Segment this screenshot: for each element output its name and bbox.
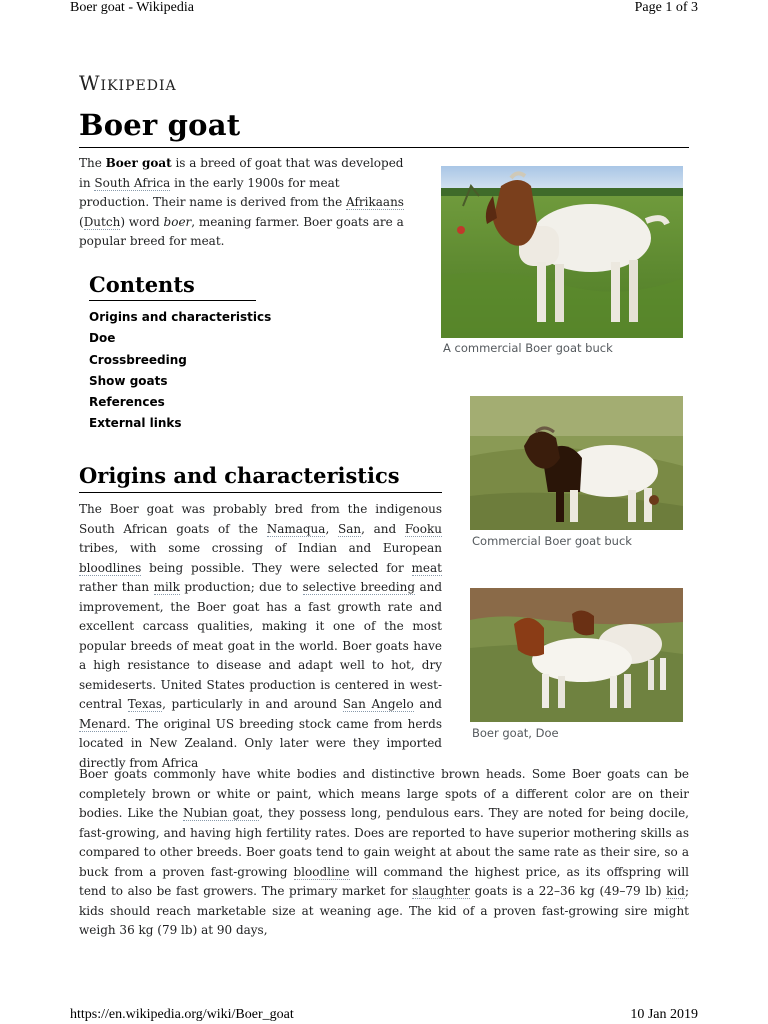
origins-paragraph-2 — [79, 765, 689, 941]
text-run: The Boer goat was probably bred from the indigenous South African goats of the — [79, 502, 442, 536]
goat-photo-3[interactable] — [470, 588, 683, 722]
toc-item-crossbreeding[interactable]: Crossbreeding — [89, 352, 187, 367]
text-run: Boer goats commonly have white bodies and distinctive brown heads. Some Boer goats can be completely brown or white or paint, which means large spots of a different color are on their bodies. Like the — [79, 767, 689, 820]
text-run: being possible. They were selected for — [141, 560, 412, 575]
text-run: is a breed of goat that was developed in — [79, 156, 404, 190]
title-divider — [79, 147, 689, 148]
figure-caption-1: A commercial Boer goat buck — [443, 341, 613, 355]
inline-link[interactable]: bloodlines — [79, 560, 142, 575]
toc-item-origins[interactable]: Origins and characteristics — [89, 310, 272, 324]
inline-link[interactable]: Afrikaans — [346, 195, 404, 209]
table-of-contents — [89, 308, 271, 436]
toc-item-doe[interactable]: Doe — [89, 331, 116, 346]
text-run: ( — [79, 214, 84, 229]
page-title: Boer goat — [79, 108, 241, 142]
text-run: ) word — [120, 214, 164, 229]
text-run: The — [79, 156, 106, 170]
contents-divider — [89, 300, 256, 301]
text-run: goats is a 22–36 kg (49–79 lb) — [470, 884, 667, 898]
inline-link[interactable]: selective breeding — [302, 580, 416, 594]
inline-link[interactable]: kid — [666, 884, 685, 898]
print-footer-url[interactable]: https://en.wikipedia.org/wiki/Boer_goat — [70, 1007, 294, 1022]
inline-link[interactable]: San — [337, 521, 362, 536]
figure-caption-2: Commercial Boer goat buck — [472, 534, 632, 548]
text-run: , — [325, 521, 338, 536]
goat-photo-1[interactable] — [441, 166, 683, 338]
toc-item-show-goats[interactable]: Show goats — [89, 373, 168, 388]
text-run: ; kids should reach marketable size at weaning age. The kid of a proven fast-growing sire might weigh 36 kg (79 lb) at 90 days, — [79, 884, 689, 937]
text-run: tribes, with some crossing of Indian and European — [79, 541, 442, 555]
text-run: rather than — [79, 580, 154, 594]
text-run: , particularly in and around — [162, 697, 343, 711]
toc-item-references[interactable]: References — [89, 395, 165, 410]
text-run: , they possess long, pendulous ears. They are noted for being docile, fast-growing, and having high fertility rates. Does are reported to have superior mothering skills as compared to other breeds. Boer goats tend to gain weight at about the same rate as their sire, so a buck from a proven fast-growing — [79, 806, 689, 879]
inline-link[interactable]: bloodline — [293, 864, 350, 879]
bold-term: Boer goat — [105, 156, 172, 170]
section-divider — [79, 492, 442, 493]
text-run: . The original US breeding stock came from herds located in New Zealand. Only later were they imported directly from Africa — [79, 716, 442, 770]
inline-link[interactable]: milk — [153, 580, 180, 594]
text-run: will command the highest price, as its offspring will tend to also be fast growers. The primary market for — [79, 864, 689, 898]
inline-link[interactable]: Fooku — [404, 521, 443, 536]
origins-paragraph-1 — [79, 500, 442, 773]
section-heading-origins: Origins and characteristics — [79, 463, 400, 488]
print-footer-date: 10 Jan 2019 — [630, 1007, 698, 1022]
toc-item-external-links[interactable]: External links — [89, 416, 182, 431]
text-run: in the early 1900s for meat production. Their name is derived from the — [79, 175, 347, 209]
italic-term: boer — [163, 214, 192, 229]
inline-link[interactable]: Namaqua — [266, 521, 326, 536]
contents-heading: Contents — [89, 272, 195, 297]
text-run: and improvement, the Boer goat has a fast growth rate and excellent carcass qualities, making it one of the most popular breeds of meat goat in the world. Boer goats have a high resistance to disease and adapt well to hot, dry semideserts. United States production is centered in west-central — [79, 580, 443, 711]
text-run: , meaning farmer. Boer goats are a popular breed for meat. — [79, 214, 404, 248]
text-run: production; due to — [179, 580, 303, 594]
print-header-title: Boer goat - Wikipedia — [70, 0, 194, 15]
inline-link[interactable]: South Africa — [94, 175, 171, 190]
inline-link[interactable]: San Angelo — [342, 697, 414, 711]
wikipedia-wordmark[interactable]: Wikipedia — [79, 71, 177, 95]
inline-link[interactable]: Menard — [79, 716, 127, 731]
inline-link[interactable]: Texas — [127, 697, 163, 711]
inline-link[interactable]: Dutch — [83, 214, 121, 229]
text-run: and — [413, 697, 442, 711]
figure-caption-3: Boer goat, Doe — [472, 726, 559, 740]
inline-link[interactable]: meat — [411, 560, 442, 575]
inline-link[interactable]: Nubian goat — [183, 806, 260, 820]
intro-paragraph — [79, 154, 413, 252]
inline-link[interactable]: slaughter — [412, 884, 471, 898]
goat-photo-2[interactable] — [470, 396, 683, 530]
text-run: , and — [361, 521, 405, 536]
print-header-page: Page 1 of 3 — [634, 0, 698, 15]
